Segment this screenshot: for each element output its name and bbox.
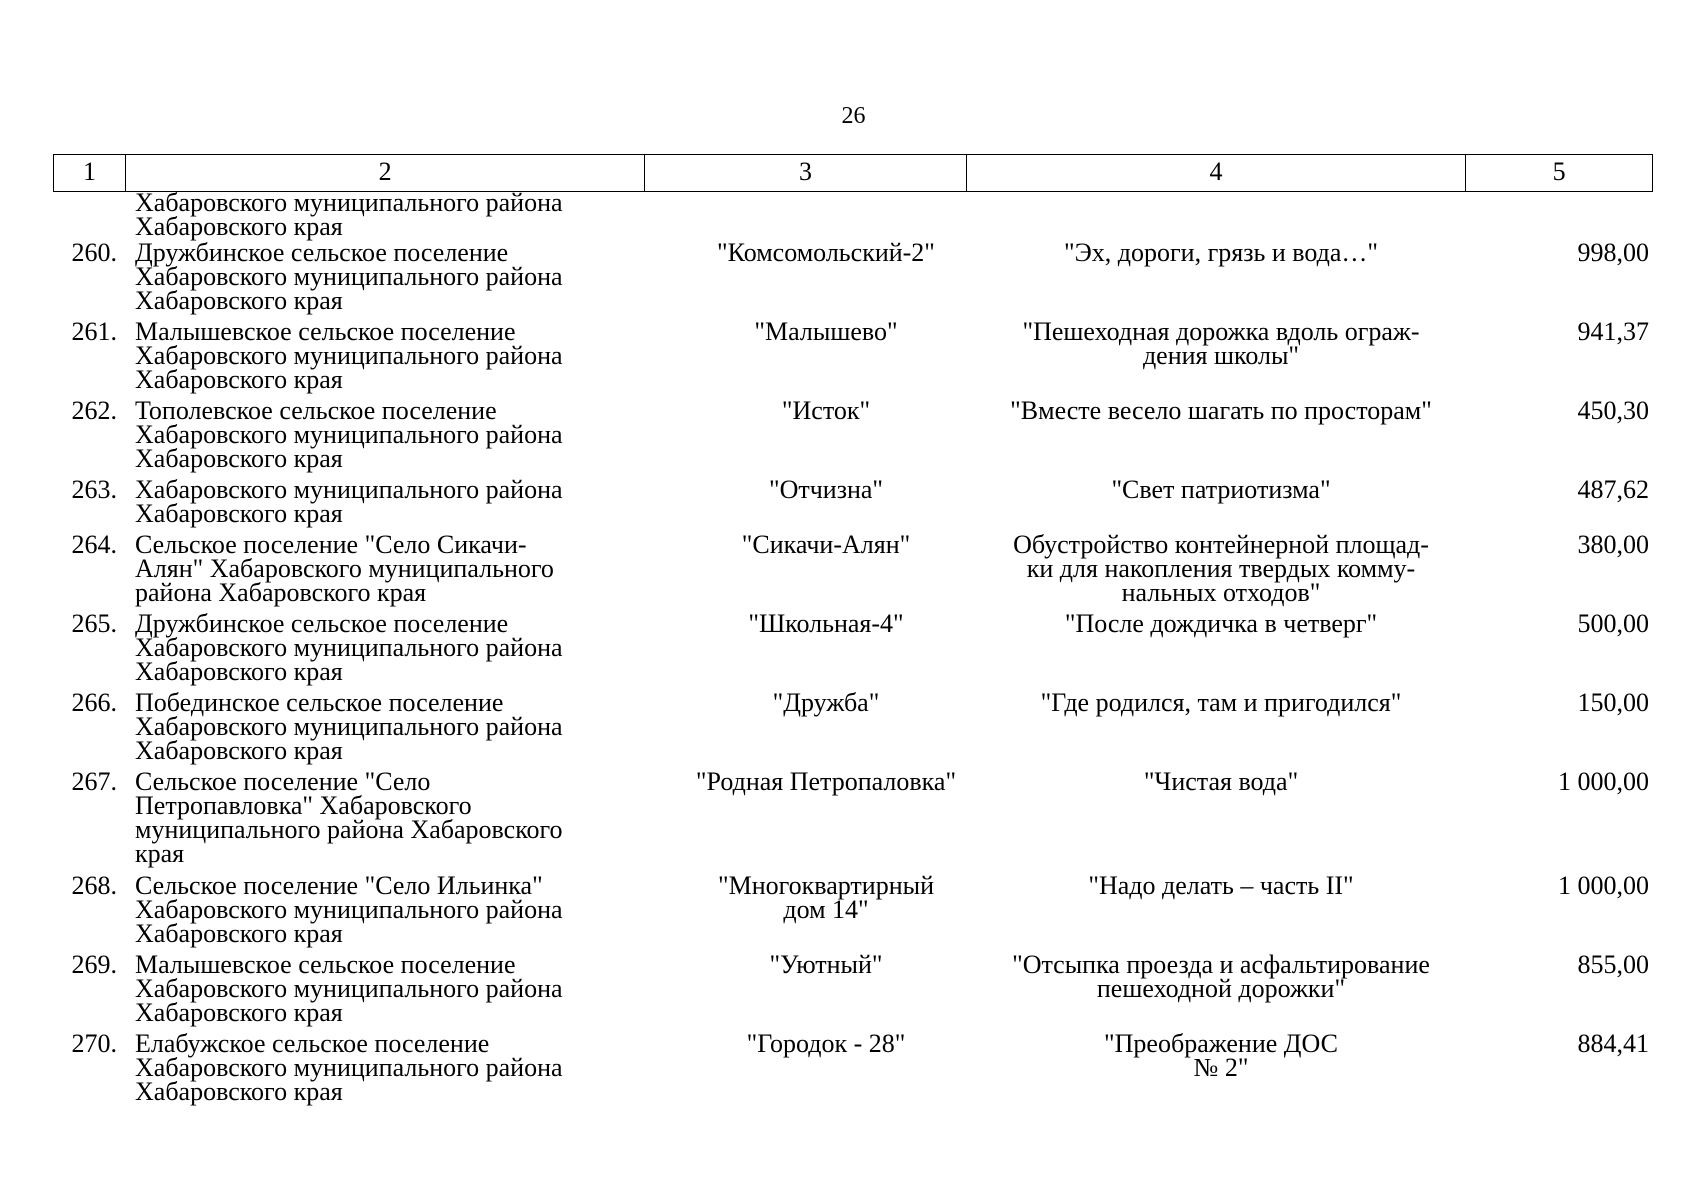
row-number: 269. — [71, 950, 117, 979]
name-cell: "Отсыпка проезда и асфальтирование пешеходной дорожки" — [1012, 950, 1430, 1003]
table-row — [53, 609, 1653, 691]
amount-cell: 884,41 — [1577, 1029, 1649, 1058]
name-cell: "Надо делать – часть II" — [1088, 871, 1354, 900]
table-header — [53, 154, 1653, 192]
table-row — [53, 767, 1653, 874]
org-cell: Хабаровского муниципального района Хабаровского края — [135, 188, 563, 241]
org-cell: Сельское поселение "Село Петропавловка" Хабаровского муниципального района Хабаровского края — [135, 767, 563, 868]
amount-cell: 1 000,00 — [1558, 871, 1649, 900]
amount-cell: 1 000,00 — [1558, 767, 1649, 796]
column-header-5: 5 — [1552, 157, 1566, 186]
amount-cell: 380,00 — [1577, 530, 1649, 559]
name-cell: "Чистая вода" — [1143, 767, 1299, 796]
row-number: 264. — [71, 530, 117, 559]
project-cell: "Исток" — [781, 396, 871, 425]
org-cell: Хабаровского муниципального района Хабаровского края — [135, 475, 563, 528]
amount-cell: 500,00 — [1577, 609, 1649, 638]
name-cell: "Эх, дороги, грязь и вода…" — [1064, 238, 1378, 267]
amount-cell: 487,62 — [1577, 475, 1649, 504]
table-row — [53, 530, 1653, 612]
column-header-3: 3 — [645, 155, 967, 191]
amount-cell: 998,00 — [1577, 238, 1649, 267]
name-cell: "Вместе весело шагать по просторам" — [1010, 396, 1432, 425]
org-cell: Сельское поселение "Село Ильинка" Хабаровского муниципального района Хабаровского края — [135, 871, 563, 948]
row-number: 265. — [71, 609, 117, 638]
row-number: 261. — [71, 317, 117, 346]
row-number: 267. — [71, 767, 117, 796]
project-cell: "Дружба" — [772, 688, 880, 717]
table-row — [53, 238, 1653, 320]
column-header-1: 1 — [54, 155, 126, 191]
row-number: 266. — [71, 688, 117, 717]
table-row — [53, 950, 1653, 1032]
project-cell: "Отчизна" — [768, 475, 884, 504]
org-cell: Сельское поселение "Село Сикачи- Алян" Хабаровского муниципального района Хабаровского края — [135, 530, 554, 607]
org-cell: Малышевское сельское поселение Хабаровского муниципального района Хабаровского края — [135, 950, 563, 1027]
amount-cell: 941,37 — [1577, 317, 1649, 346]
name-cell: "После дождичка в четверг" — [1064, 609, 1378, 638]
row-number: 262. — [71, 396, 117, 425]
page-number: 26 — [841, 103, 866, 129]
name-cell: "Пешеходная дорожка вдоль ограж- дения школы" — [1022, 317, 1420, 370]
row-number: 270. — [71, 1029, 117, 1058]
table-row — [53, 1029, 1653, 1111]
org-cell: Побединское сельское поселение Хабаровского муниципального района Хабаровского края — [135, 688, 563, 765]
table-row — [53, 871, 1653, 953]
name-cell: "Где родился, там и пригодился" — [1040, 688, 1402, 717]
project-cell: "Городок - 28" — [746, 1029, 906, 1058]
org-cell: Дружбинское сельское поселение Хабаровского муниципального района Хабаровского края — [135, 238, 563, 315]
project-cell: "Малышево" — [754, 317, 898, 346]
column-header-2: 2 — [126, 155, 645, 191]
org-cell: Тополевское сельское поселение Хабаровского муниципального района Хабаровского края — [135, 396, 563, 473]
table-row — [53, 475, 1653, 533]
table-row — [53, 396, 1653, 478]
project-cell: "Уютный" — [769, 950, 883, 979]
table-row — [53, 317, 1653, 399]
row-number: 260. — [71, 238, 117, 267]
project-cell: "Комсомольский-2" — [717, 238, 935, 267]
row-number: 263. — [71, 475, 117, 504]
name-cell: "Свет патриотизма" — [1111, 475, 1331, 504]
table-row-continuation — [53, 188, 1653, 241]
project-cell: "Родная Петропаловка" — [695, 767, 957, 796]
project-cell: "Сикачи-Алян" — [741, 530, 911, 559]
name-cell: Обустройство контейнерной площад- ки для накопления твердых комму- нальных отходов" — [1013, 530, 1429, 607]
amount-cell: 450,30 — [1577, 396, 1649, 425]
org-cell: Елабужское сельское поселение Хабаровского муниципального района Хабаровского края — [135, 1029, 563, 1106]
table-row — [53, 688, 1653, 770]
project-cell: "Школьная-4" — [748, 609, 904, 638]
column-header-4: 4 — [967, 155, 1466, 191]
name-cell: "Преображение ДОС № 2" — [1104, 1029, 1338, 1082]
table-body — [53, 188, 1653, 1111]
org-cell: Малышевское сельское поселение Хабаровского муниципального района Хабаровского края — [135, 317, 563, 394]
row-number: 268. — [71, 871, 117, 900]
amount-cell: 855,00 — [1577, 950, 1649, 979]
amount-cell: 150,00 — [1577, 688, 1649, 717]
org-cell: Дружбинское сельское поселение Хабаровского муниципального района Хабаровского края — [135, 609, 563, 686]
project-cell: "Многоквартирный дом 14" — [718, 871, 934, 924]
